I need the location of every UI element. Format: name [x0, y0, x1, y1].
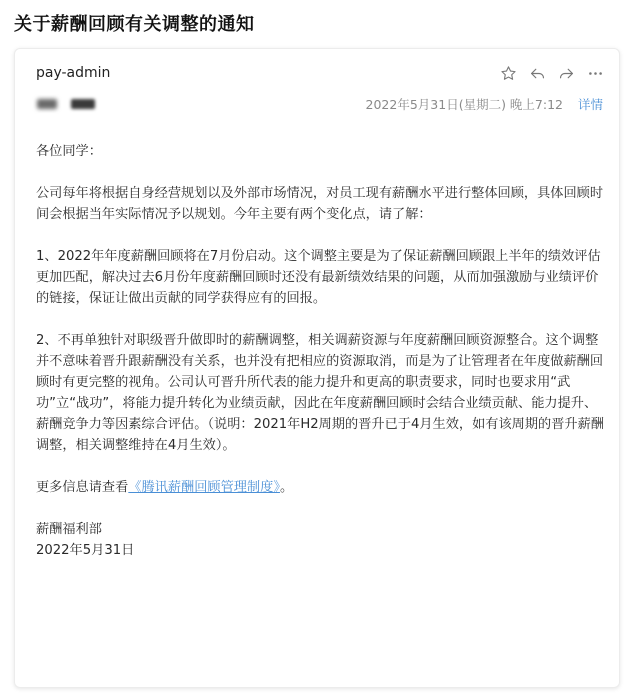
recipient-redacted [37, 99, 95, 109]
signature-date: 2022年5月31日 [36, 543, 135, 558]
sender-name[interactable]: pay-admin [36, 65, 111, 81]
star-icon[interactable] [498, 63, 518, 83]
forward-icon[interactable] [556, 63, 576, 83]
greeting: 各位同学： [36, 144, 102, 159]
more-icon[interactable] [585, 63, 605, 83]
redacted-block [71, 99, 95, 109]
intro-paragraph: 公司每年将根据自身经营规划以及外部市场情况，对员工现有薪酬水平进行整体回顾，具体回顾时间会根据当年实际情况予以规划。今年主要有两个变化点，请了解： [36, 186, 604, 222]
point-1-paragraph: 1、2022年年度薪酬回顾将在7月份启动。这个调整主要是为了保证薪酬回顾跟上半年的绩效评估更加匹配，解决过去6月份年度薪酬回顾时还没有最新绩效结果的问题，从而加强激励与业绩评价的链接，保证让做出贡献的同学获得应有的回报。 [36, 249, 601, 306]
reply-icon[interactable] [527, 63, 547, 83]
email-datetime: 2022年5月31日(星期二) 晚上7:12 [365, 97, 563, 112]
email-actions [498, 63, 605, 83]
point-2-paragraph: 2、不再单独针对职级晋升做即时的薪酬调整，相关调薪资源与年度薪酬回顾资源整合。这个调整并不意味着晋升跟薪酬没有关系，也并没有把相应的资源取消，而是为了让管理者在年度做薪酬回顾时有更完整的视角。公司认可晋升所代表的能力提升和更高的职责要求，同时也要求用“武功”立“战功”，将能力提升转化为业绩贡献，因此在年度薪酬回顾时会结合业绩贡献、能力提升、薪酬竞争力等因素综合评估。（说明：2021年H2周期的晋升已于4月生效，如有该周期的晋升薪酬调整，相关调整维持在4月生效）。 [36, 333, 604, 453]
more-info-line [36, 477, 608, 498]
policy-link[interactable]: 《腾讯薪酬回顾管理制度》 [128, 480, 280, 495]
redacted-block [37, 99, 57, 109]
more-info-suffix: 。 [279, 480, 294, 495]
email-card [14, 48, 620, 688]
email-subject: 关于薪酬回顾有关调整的通知 [14, 14, 255, 35]
signature-dept: 薪酬福利部 [36, 522, 102, 537]
email-body [36, 141, 608, 561]
details-link[interactable]: 详情 [577, 97, 603, 112]
more-info-prefix: 更多信息请查看 [36, 480, 129, 495]
